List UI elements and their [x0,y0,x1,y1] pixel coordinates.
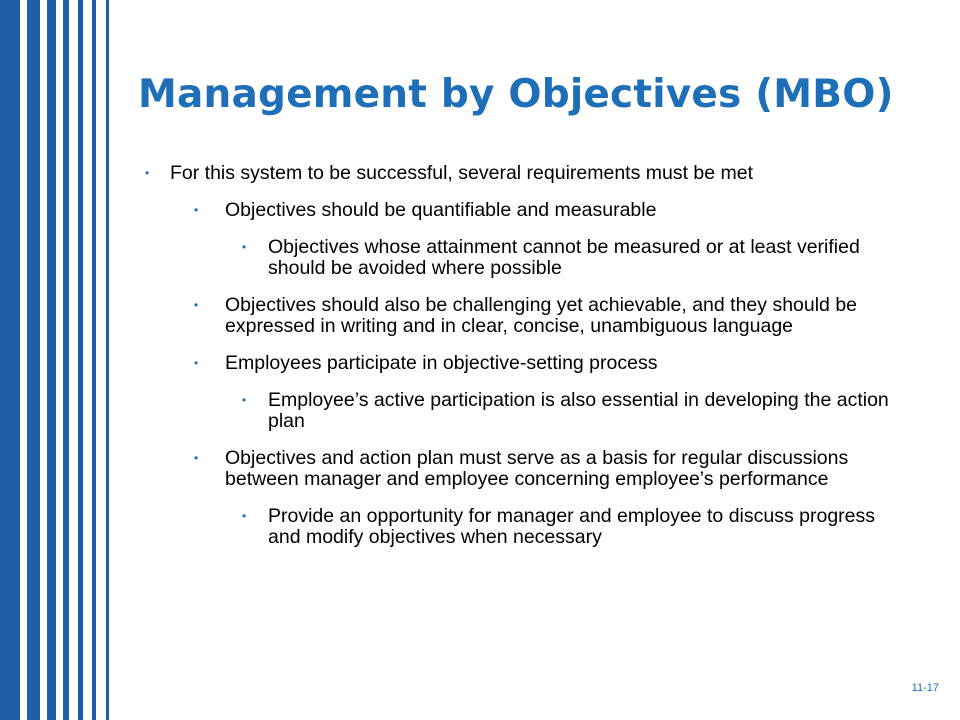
list-item [145,163,890,184]
list-item-text: Objectives and action plan must serve as a basis for regular discussions between manager and employee concerning employee’s performance [225,447,849,490]
list-item [145,295,890,337]
bullet-dot-icon: • [145,166,150,180]
decorative-bar [27,0,40,720]
list-item [145,237,890,279]
bullet-dot-icon: • [242,393,247,407]
list-item [145,506,890,548]
decorative-bar [106,0,109,720]
decorative-bar [47,0,56,720]
slide-title: Management by Objectives (MBO) [138,72,894,117]
page-number: 11-17 [911,682,939,694]
bullet-list [145,163,890,564]
bullet-dot-icon: • [242,240,247,254]
list-item [145,353,890,374]
list-item-text: Employees participate in objective-setting process [225,352,658,374]
decorative-bar [92,0,96,720]
list-item-text: Employee’s active participation is also essential in developing the action plan [268,389,889,432]
bullet-dot-icon: • [194,356,199,370]
decorative-bar [0,0,20,720]
decorative-bar [78,0,83,720]
list-item [145,200,890,221]
list-item-text: Objectives should be quantifiable and measurable [225,199,657,221]
list-item [145,448,890,490]
list-item-text: Objectives should also be challenging yet achievable, and they should be expressed in writing and in clear, concise, unambiguous language [225,294,858,337]
list-item-text: Provide an opportunity for manager and employee to discuss progress and modify objectives when necessary [268,505,876,548]
bullet-dot-icon: • [194,298,199,312]
list-item-text: Objectives whose attainment cannot be measured or at least verified should be avoided where possible [268,236,860,279]
decorative-bar [63,0,69,720]
bullet-dot-icon: • [242,509,247,523]
bullet-dot-icon: • [194,451,199,465]
list-item-text: For this system to be successful, several requirements must be met [170,162,754,184]
list-item [145,390,890,432]
bullet-dot-icon: • [194,203,199,217]
